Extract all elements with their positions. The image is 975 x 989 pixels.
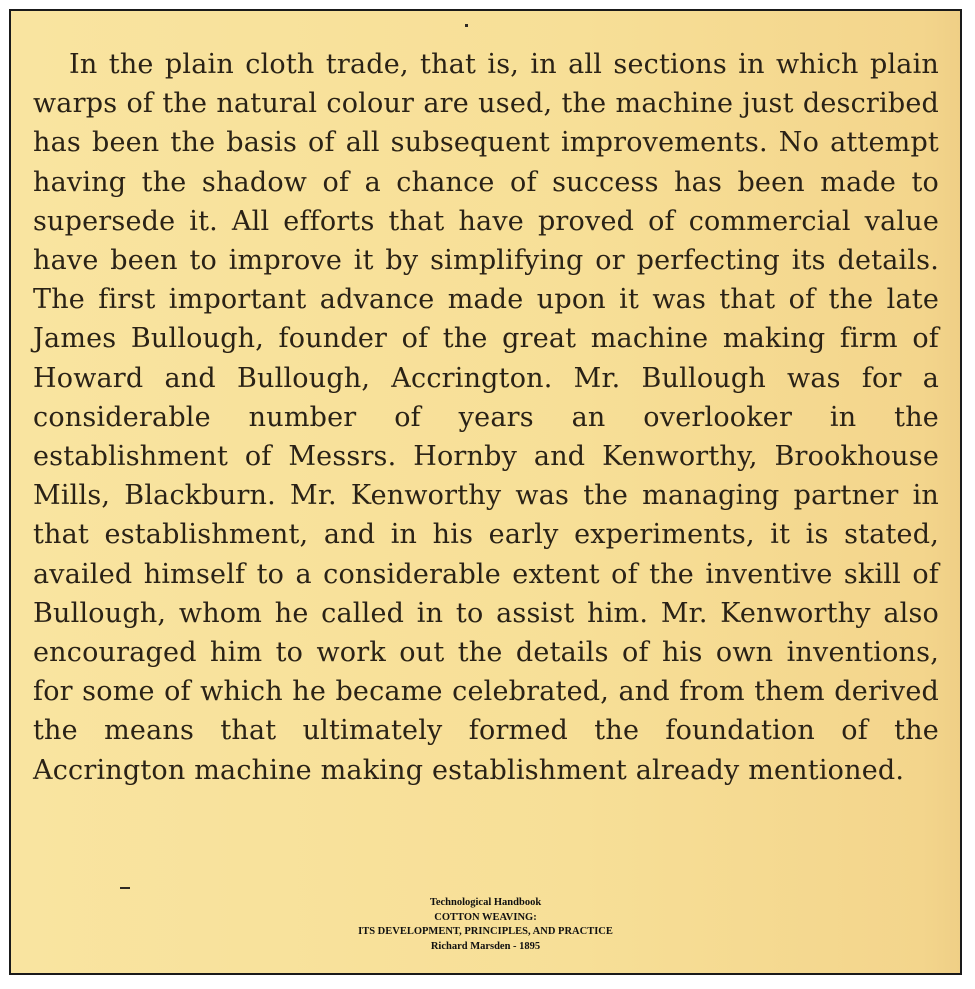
- citation-title: COTTON WEAVING:: [434, 911, 537, 923]
- citation-author-year: Richard Marsden - 1895: [430, 940, 541, 952]
- book-page: [9, 9, 962, 975]
- citation-subtitle: ITS DEVELOPMENT, PRINCIPLES, AND PRACTICE: [358, 926, 613, 937]
- source-citation: [11, 896, 960, 954]
- body-paragraph: In the plain cloth trade, that is, in all sections in which plain warps of the natural colour are used, the machine just described has been the basis of all subsequent improvements. No attempt having the shadow of a chance of success has been made to supersede it. All efforts that have proved of commercial value have been to improve it by simplifying or perfecting its details. The first important advance made upon it was that of the late James Bullough, founder of the great machine making firm of Howard and Bullough, Accrington. Mr. Bullough was for a considerable number of years an overlooker in the establishment of Messrs. Hornby and Kenworthy, Brookhouse Mills, Blackburn. Mr. Kenworthy was the managing partner in that establishment, and in his early experiments, it is stated, availed himself to a considerable extent of the inventive skill of Bullough, whom he called in to assist him. Mr. Kenworthy also encouraged him to work out the details of his own inventions, for some of which he became celebrated, and from them derived the means that ultimately formed the foundation of the Accrington machine making establishment already mentioned.: [33, 49, 939, 786]
- citation-series: Technological Handbook: [429, 897, 542, 908]
- ink-speck: [465, 24, 468, 27]
- ink-speck: [120, 887, 130, 889]
